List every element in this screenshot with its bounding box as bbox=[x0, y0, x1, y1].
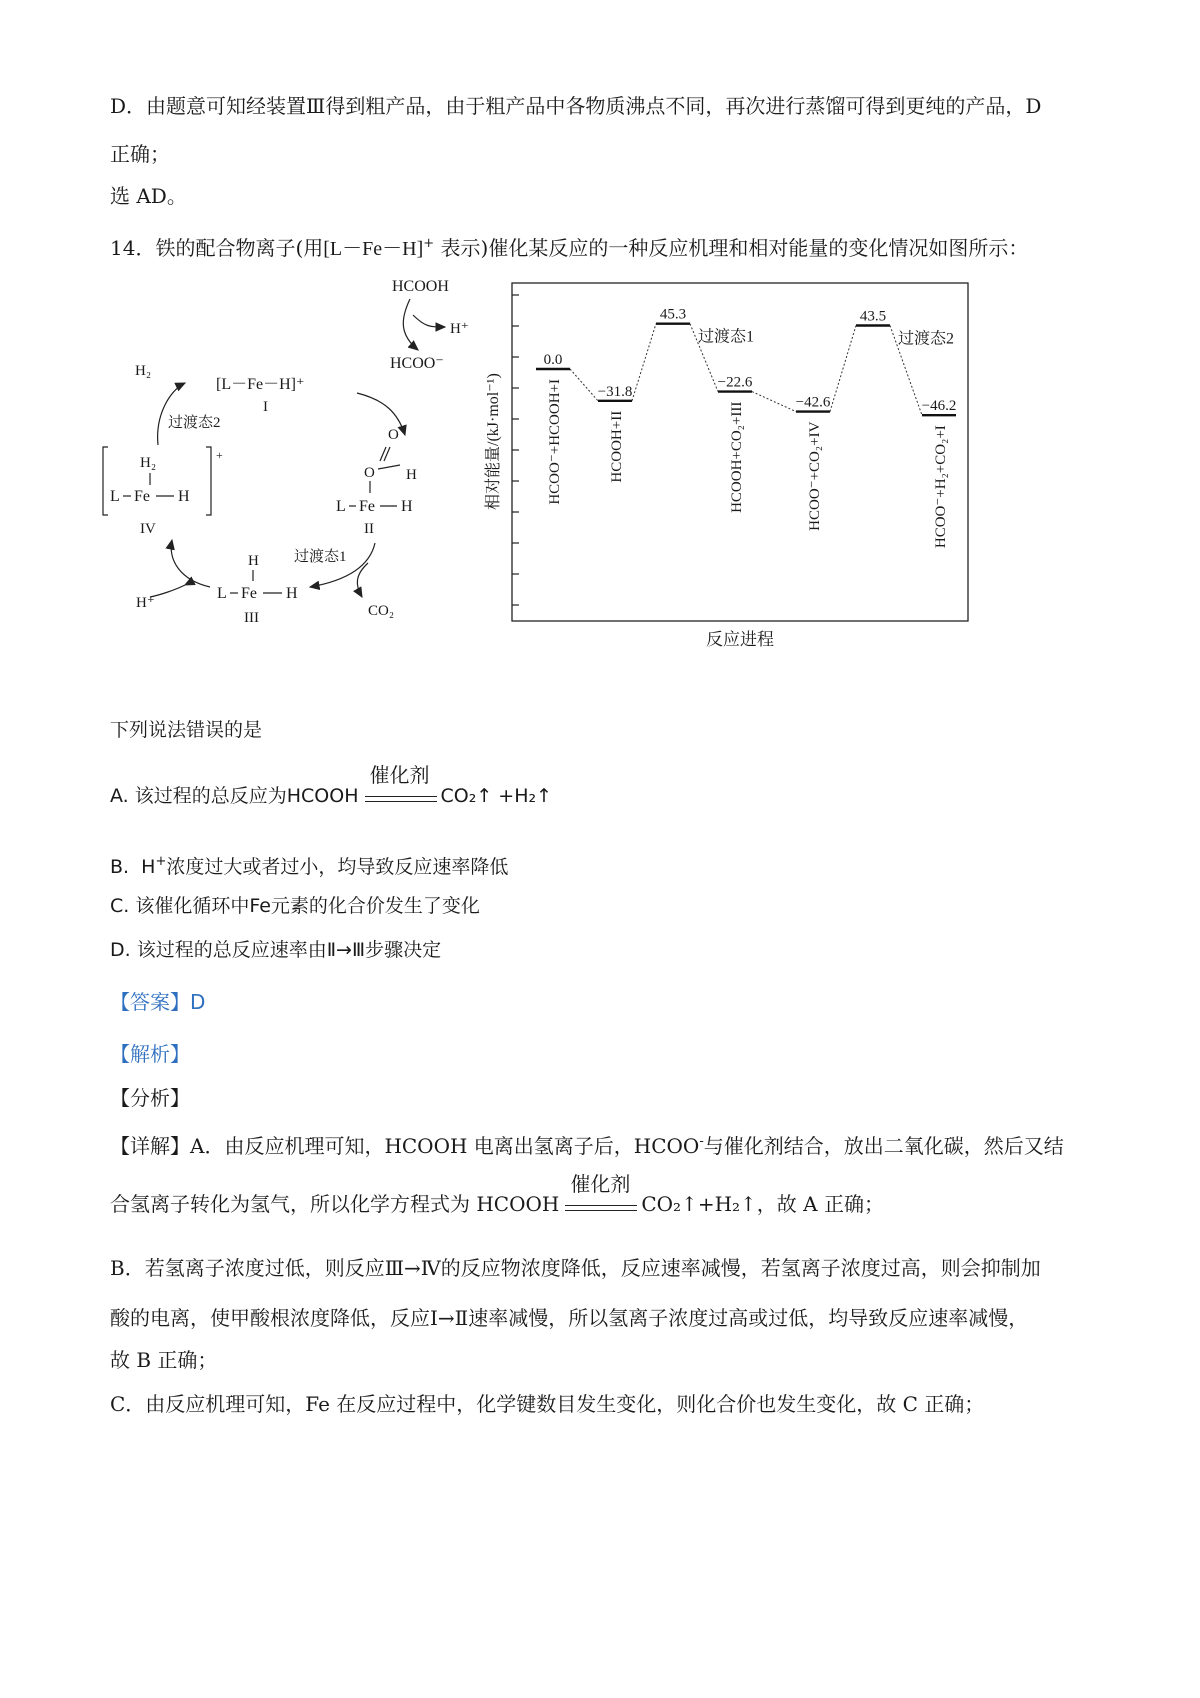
mech-II-H2: H bbox=[401, 498, 413, 515]
energy-value-label: −46.2 bbox=[921, 398, 957, 415]
option-c: C. 该催化循环中Fe元素的化合价发生了变化 bbox=[110, 895, 480, 917]
mech-species-I: [L－Fe－H]⁺ bbox=[216, 376, 305, 393]
mech-III-Fe: Fe bbox=[241, 585, 257, 602]
option-b bbox=[110, 848, 508, 881]
energy-connector bbox=[830, 326, 856, 412]
energy-species-label: HCOO⁻+HCOOH+I bbox=[547, 379, 563, 505]
detail-b-line3: 故 B 正确； bbox=[110, 1348, 218, 1372]
energy-xlabel: 反应进程 bbox=[706, 630, 774, 649]
option-b-prefix: B. bbox=[110, 856, 130, 878]
mech-hcoo-minus: HCOO⁻ bbox=[390, 355, 444, 372]
energy-ts-label: 过渡态1 bbox=[698, 328, 755, 346]
mech-h2: H₂ bbox=[135, 363, 152, 379]
mech-II-O-top: O bbox=[388, 427, 399, 443]
question-stem bbox=[110, 230, 1028, 263]
mech-label-I: I bbox=[263, 399, 268, 415]
option-d: D. 该过程的总反应速率由Ⅱ→Ⅲ步骤决定 bbox=[110, 939, 442, 961]
mech-label-III: III bbox=[244, 610, 259, 626]
mechanism-figure bbox=[100, 265, 1000, 665]
mech-IV-H2: H₂ bbox=[140, 455, 157, 471]
complex-charge: + bbox=[423, 236, 435, 251]
intro-d-line2: 正确； bbox=[110, 142, 170, 166]
detail-a2-catalyst: 催化剂 bbox=[570, 1171, 631, 1196]
detail-a1: 【详解】A．由反应机理可知，HCOOH 电离出氢离子后，HCOO bbox=[110, 1134, 700, 1158]
mech-II-Fe: Fe bbox=[359, 498, 375, 515]
mech-ts1: 过渡态1 bbox=[294, 549, 347, 565]
mech-II-H: H bbox=[406, 467, 417, 483]
detail-b-line2: 酸的电离，使甲酸根浓度降低，反应Ⅰ→Ⅱ速率减慢，所以氢离子浓度过高或过低，均导致反应速率减慢， bbox=[110, 1306, 1029, 1330]
stem-part-a: 14．铁的配合物离子(用 bbox=[110, 236, 324, 260]
detail-a1-sup: - bbox=[699, 1134, 704, 1149]
svg-text:+: + bbox=[216, 448, 223, 462]
energy-species-label: HCOO⁻+H₂+CO₂+I bbox=[933, 425, 949, 549]
energy-ts-label: 过渡态2 bbox=[898, 330, 955, 348]
energy-connector bbox=[632, 324, 656, 401]
detail-a2-suffix: CO₂↑+H₂↑，故 A 正确； bbox=[641, 1192, 884, 1216]
mech-III-L: L bbox=[217, 585, 227, 602]
energy-connector bbox=[752, 392, 796, 412]
mech-co2: CO₂ bbox=[368, 603, 395, 619]
stem-part-b: 表示)催化某反应的一种反应机理和相对能量的变化情况如图所示： bbox=[440, 236, 1029, 260]
mech-III-H-top: H bbox=[248, 553, 259, 569]
intro-d-line1: D．由题意可知经装置Ⅲ得到粗产品，由于粗产品中各物质沸点不同，再次进行蒸馏可得到更纯的产品，D bbox=[110, 94, 1042, 118]
detail-a2-prefix: 合氢离子转化为氢气，所以化学方程式为 HCOOH bbox=[110, 1192, 560, 1216]
option-a-prefix: A. 该过程的总反应为HCOOH bbox=[110, 785, 359, 807]
detail-a1-rest: 与催化剂结合，放出二氧化碳，然后又结 bbox=[703, 1134, 1064, 1158]
energy-value-label: 43.5 bbox=[859, 308, 887, 325]
mech-label-IV: IV bbox=[140, 521, 156, 537]
detail-a-line1 bbox=[110, 1128, 1064, 1160]
energy-species-label: HCOOH+CO₂+III bbox=[729, 401, 745, 513]
energy-value-label: −22.6 bbox=[717, 374, 753, 391]
mech-III-H: H bbox=[286, 585, 298, 602]
energy-species-label: HCOOH+II bbox=[609, 410, 625, 483]
analysis-label: 【解析】 bbox=[110, 1042, 190, 1066]
fenxi-label: 【分析】 bbox=[110, 1086, 190, 1110]
detail-a-line2 bbox=[110, 1171, 884, 1220]
energy-value-label: −31.8 bbox=[597, 383, 633, 400]
mech-h-plus: H⁺ bbox=[450, 321, 469, 337]
energy-value-label: −42.6 bbox=[795, 394, 831, 411]
option-a bbox=[110, 762, 553, 811]
option-b-h: H bbox=[141, 856, 156, 878]
mech-II-L: L bbox=[336, 498, 346, 515]
energy-value-label: 45.3 bbox=[659, 306, 687, 323]
mech-II-O: O bbox=[364, 465, 375, 481]
option-b-plus: + bbox=[155, 854, 167, 869]
mech-h-plus-in: H⁺ bbox=[136, 595, 155, 611]
mech-IV-H: H bbox=[178, 488, 190, 505]
energy-ylabel: 相对能量/(kJ·mol⁻¹) bbox=[485, 373, 502, 510]
energy-connector bbox=[570, 369, 598, 401]
energy-value-label: 0.0 bbox=[543, 352, 563, 368]
energy-species-label: HCOO⁻+CO₂+IV bbox=[807, 421, 823, 531]
complex-label: [L－Fe－H] bbox=[323, 238, 424, 260]
mech-hcooh: HCOOH bbox=[392, 278, 449, 295]
intro-select: 选 AD。 bbox=[110, 184, 187, 208]
mech-IV-Fe: Fe bbox=[134, 488, 150, 505]
prompt: 下列说法错误的是 bbox=[110, 719, 263, 741]
detail-a2-catalyst-sign bbox=[559, 1171, 641, 1220]
answer-label: 【答案】D bbox=[110, 990, 206, 1014]
detail-c: C．由反应机理可知，Fe 在反应过程中，化学键数目发生变化，则化合价也发生变化，故 C 正确； bbox=[110, 1392, 985, 1416]
option-a-catalyst-sign bbox=[359, 762, 441, 811]
mech-ts2: 过渡态2 bbox=[168, 415, 221, 431]
detail-b-line1: B．若氢离子浓度过低，则反应Ⅲ→Ⅳ的反应物浓度降低，反应速率减慢，若氢离子浓度过高，则会抑制加 bbox=[110, 1256, 1041, 1280]
option-a-catalyst: 催化剂 bbox=[369, 762, 430, 787]
option-a-products: CO₂↑ +H₂↑ bbox=[440, 785, 553, 807]
energy-diagram bbox=[484, 283, 968, 649]
mech-IV-L: L bbox=[110, 488, 120, 505]
mech-label-II: II bbox=[364, 521, 374, 537]
option-b-rest: 浓度过大或者过小，均导致反应速率降低 bbox=[166, 856, 509, 878]
